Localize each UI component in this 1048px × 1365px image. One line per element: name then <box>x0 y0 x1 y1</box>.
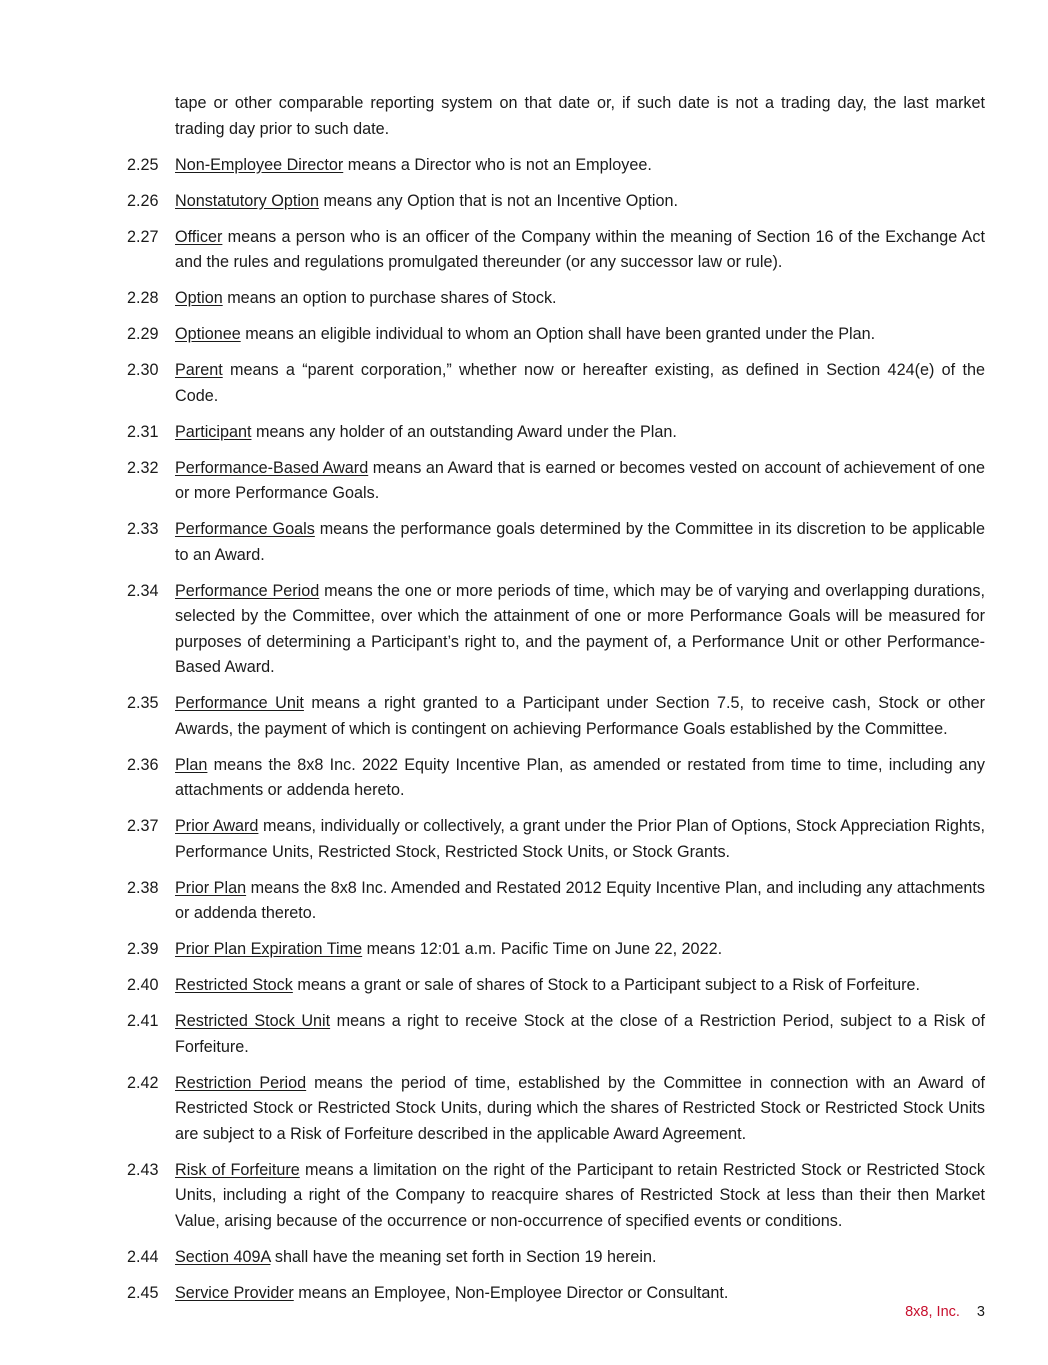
definition-number: 2.37 <box>127 817 159 835</box>
page-number: 3 <box>976 1304 985 1320</box>
definition-item <box>127 1245 985 1271</box>
defined-term: Restriction Period <box>175 1073 307 1092</box>
definition-text: means a right granted to a Participant under Section 7.5, to receive cash, Stock or other Awards, the payment of which is contingent on achieving Performance Goals established by the Committee. <box>175 694 986 738</box>
defined-term: Participant <box>175 422 252 441</box>
definition-number: 2.32 <box>127 458 159 477</box>
definition-number: 2.42 <box>127 1073 159 1092</box>
defined-term: Prior Award <box>175 817 259 835</box>
definition-body <box>175 189 985 215</box>
definition-body <box>175 1071 985 1148</box>
definition-item <box>127 1009 985 1060</box>
defined-term: Section 409A <box>175 1247 271 1266</box>
definition-text: means, individually or collectively, a grant under the Prior Plan of Options, Stock Appreciation Rights, Performance Units, Restricted Stock, Restricted Stock Units, or Stock Grants. <box>175 817 985 861</box>
definition-text: means the 8x8 Inc. Amended and Restated 2012 Equity Incentive Plan, and including any attachments or addenda thereto. <box>175 878 986 922</box>
definition-body <box>175 420 985 446</box>
definition-number: 2.35 <box>127 694 159 712</box>
definition-item <box>127 1158 985 1235</box>
definition-text: means any holder of an outstanding Award under the Plan. <box>251 422 677 441</box>
defined-term: Restricted Stock Unit <box>175 1012 331 1030</box>
definition-body <box>175 1158 985 1235</box>
definition-item <box>127 973 985 999</box>
defined-term: Performance Unit <box>175 694 304 712</box>
definition-text: means an option to purchase shares of Stock. <box>222 289 557 307</box>
definition-text: means a grant or sale of shares of Stock to a Participant subject to a Risk of Forfeiture. <box>292 976 920 994</box>
definition-text: means a Director who is not an Employee. <box>343 155 652 174</box>
definition-text: means the 8x8 Inc. 2022 Equity Incentive Plan, as amended or restated from time to time, including any attachments or addenda hereto. <box>175 755 985 799</box>
defined-term: Plan <box>175 755 208 774</box>
definition-item <box>127 937 985 963</box>
definition-body <box>175 691 985 742</box>
definition-item <box>127 322 985 348</box>
definition-number: 2.36 <box>127 755 159 774</box>
definition-number: 2.40 <box>127 976 159 994</box>
definition-number: 2.25 <box>127 155 159 174</box>
definition-body <box>175 876 985 927</box>
definition-body <box>175 1245 985 1271</box>
definitions-list <box>127 153 985 1307</box>
defined-term: Performance-Based Award <box>175 458 369 477</box>
definition-number: 2.38 <box>127 878 159 897</box>
definition-text: means any Option that is not an Incentive Option. <box>318 191 679 210</box>
definition-text: means a “parent corporation,” whether now or hereafter existing, as defined in Section 424(e) of the Code. <box>175 361 985 405</box>
continuation-paragraph: tape or other comparable reporting system on that date or, if such date is not a trading day, the last market trading day prior to such date. <box>175 94 985 138</box>
defined-term: Option <box>175 289 223 307</box>
defined-term: Risk of Forfeiture <box>175 1160 300 1179</box>
definition-number: 2.41 <box>127 1012 159 1030</box>
definition-text: means the performance goals determined by the Committee in its discretion to be applicable to an Award. <box>175 520 985 564</box>
definition-text: means 12:01 a.m. Pacific Time on June 22, 2022. <box>362 940 723 958</box>
defined-term: Prior Plan Expiration Time <box>175 940 363 958</box>
definition-body <box>175 937 985 963</box>
definition-text: means a person who is an officer of the Company within the meaning of Section 16 of the Exchange Act and the rules and regulations promulgated thereunder (or any successor law or rule). <box>175 227 985 271</box>
definition-number: 2.29 <box>127 325 159 343</box>
page-footer <box>905 1303 985 1321</box>
definition-body <box>175 322 985 348</box>
definition-number: 2.33 <box>127 520 159 538</box>
defined-term: Performance Period <box>175 581 320 600</box>
definition-body <box>175 358 985 409</box>
definition-body <box>175 456 985 507</box>
definition-number: 2.44 <box>127 1247 159 1266</box>
defined-term: Non-Employee Director <box>175 155 344 174</box>
definition-item <box>127 1281 985 1307</box>
definition-number: 2.43 <box>127 1160 159 1179</box>
definition-item <box>127 814 985 865</box>
document-body <box>127 91 985 1317</box>
definition-body <box>175 814 985 865</box>
defined-term: Parent <box>175 361 223 379</box>
definition-item <box>127 286 985 312</box>
definition-number: 2.34 <box>127 581 159 600</box>
definition-body <box>175 973 985 999</box>
defined-term: Nonstatutory Option <box>175 191 319 210</box>
definition-item <box>127 517 985 568</box>
definition-number: 2.31 <box>127 422 159 441</box>
definition-text: means an Award that is earned or becomes vested on account of achievement of one or more Performance Goals. <box>175 458 985 502</box>
definition-body <box>175 517 985 568</box>
definition-item <box>127 1071 985 1148</box>
definition-number: 2.28 <box>127 289 159 307</box>
definition-item <box>127 189 985 215</box>
defined-term: Optionee <box>175 325 241 343</box>
definition-text: means the period of time, established by the Committee in connection with an Award of Restricted Stock or Restricted Stock Units, during which the shares of Restricted Stock or Restricted Stock Units are subject to a Risk of Forfeiture described in the applicable Award Agreement. <box>175 1073 985 1143</box>
definition-number: 2.27 <box>127 227 159 246</box>
defined-term: Service Provider <box>175 1283 294 1302</box>
definition-number: 2.30 <box>127 361 159 379</box>
definition-item <box>127 876 985 927</box>
defined-term: Restricted Stock <box>175 976 293 994</box>
definition-body <box>175 753 985 804</box>
definition-text: means the one or more periods of time, which may be of varying and overlapping durations, selected by the Committee, over which the attainment of one or more Performance Goals will be measured for purposes of determining a Participant’s right to, and the payment of, a Performance Unit or other Performance-Based Award. <box>175 581 985 676</box>
definition-body <box>175 153 985 179</box>
definition-body <box>175 1281 985 1307</box>
definition-item <box>127 753 985 804</box>
defined-term: Officer <box>175 227 223 246</box>
definition-item <box>127 579 985 681</box>
definition-text: means a limitation on the right of the Participant to retain Restricted Stock or Restricted Stock Units, including a right of the Company to reacquire shares of Restricted Stock at less than their then Market Value, arising because of the occurrence or non-occurrence of specified events or conditions. <box>175 1160 985 1230</box>
definition-body <box>175 579 985 681</box>
definition-item <box>127 420 985 446</box>
definition-item <box>127 691 985 742</box>
definition-number: 2.39 <box>127 940 159 958</box>
definition-item <box>127 225 985 276</box>
definition-text: shall have the meaning set forth in Section 19 herein. <box>270 1247 657 1266</box>
definition-text: means an Employee, Non-Employee Director or Consultant. <box>293 1283 729 1302</box>
definition-number: 2.45 <box>127 1283 159 1302</box>
definition-text: means a right to receive Stock at the close of a Restriction Period, subject to a Risk of Forfeiture. <box>175 1012 985 1056</box>
footer-company: 8x8, Inc. <box>905 1304 960 1320</box>
definition-body <box>175 1009 985 1060</box>
definition-body <box>175 225 985 276</box>
definition-item <box>127 153 985 179</box>
defined-term: Performance Goals <box>175 520 315 538</box>
definition-body <box>175 286 985 312</box>
definition-item <box>127 456 985 507</box>
defined-term: Prior Plan <box>175 878 247 897</box>
definition-number: 2.26 <box>127 191 159 210</box>
definition-text: means an eligible individual to whom an Option shall have been granted under the Plan. <box>240 325 876 343</box>
definition-item <box>127 358 985 409</box>
